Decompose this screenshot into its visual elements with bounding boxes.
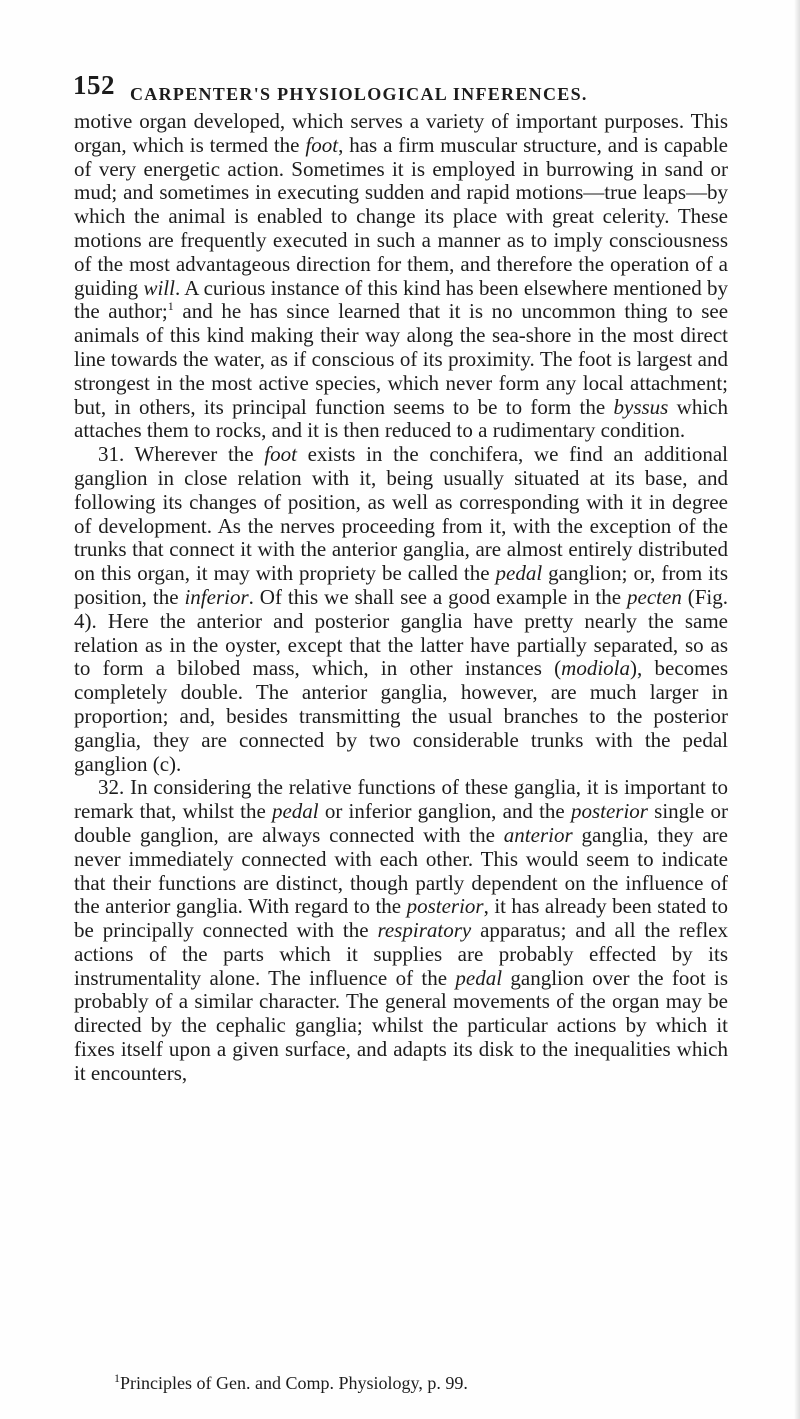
page-number: 152	[73, 70, 115, 100]
italic-term: posterior	[570, 799, 648, 824]
paragraph-1	[74, 110, 728, 443]
page-header	[73, 70, 733, 110]
italic-term: pecten	[627, 584, 682, 609]
text-run: (Fig. 4). Here the anterior and posterior ganglia have pretty nearly the same relation as in the oyster, except that the latter have partially separated, so as to form a bilobed mass, which, in other instances (	[74, 584, 728, 681]
italic-term: anterior	[503, 822, 573, 847]
text-run: apparatus; and all the reflex actions of the parts which it supplies are probably effected by its instrumentality alone. The influence of the	[74, 918, 728, 990]
text-run: 32. In considering the relative functions of these ganglia, it is important to remark that, whilst the	[74, 775, 728, 824]
text-run: or inferior ganglion, and the	[318, 799, 571, 824]
italic-term: inferior	[184, 584, 249, 609]
running-head: CARPENTER'S PHYSIOLOGICAL INFERENCES.	[130, 84, 588, 104]
text-run: . Of this we shall see a good example in the	[248, 584, 628, 609]
text-run: . A curious instance of this kind has been elsewhere mentioned by the author;	[74, 275, 728, 324]
footnote-reference: 1	[167, 299, 174, 314]
text-run: ganglion over the foot is probably of a similar character. The general movements of the organ may be directed by the cephalic ganglia; whilst the particular actions by which it fixes itself upon a given surface, and adapts its disk to the inequalities which it encounters,	[74, 965, 729, 1085]
page-edge-shadow	[794, 0, 800, 1419]
italic-term: foot	[305, 132, 339, 157]
italic-term: respiratory	[377, 918, 472, 943]
body-text	[74, 110, 728, 1086]
text-run: 31. Wherever the	[98, 442, 265, 467]
italic-term: modiola	[561, 656, 631, 681]
text-run: ), becomes completely double. The anterior ganglia, however, are much larger in proportion; and, besides transmitting the usual branches to the posterior ganglia, they are connected by two considerable trunks with the pedal ganglion (c).	[74, 656, 728, 776]
text-run: exists in the conchifera, we find an additional ganglion in close relation with it, being usually situated at its base, and following its changes of position, as well as corresponding with it in degree of development. As the nerves proceeding from it, with the exception of the trunks that connect it with the anterior ganglia, are almost entirely distributed on this organ, it may with propriety be called the	[74, 442, 729, 586]
italic-term: foot	[264, 442, 297, 467]
text-run: motive organ developed, which serves a variety of important purposes. This organ, which is termed the	[74, 109, 728, 157]
text-run: single or double ganglion, are always connected with the	[74, 799, 729, 847]
italic-term: will	[143, 275, 175, 300]
text-run: ganglion; or, from its position, the	[74, 561, 728, 609]
footnote-mark: 1	[114, 1371, 120, 1385]
text-run: and he has since learned that it is no uncommon thing to see animals of this kind making their way along the sea-shore in the most direct line towards the water, as if conscious of its proximity. The foot is largest and strongest in the most active species, which never form any local attachment; but, in others, its principal function seems to be to form the	[74, 299, 729, 419]
paragraph-32	[74, 776, 728, 1085]
text-run: ganglia, they are never immediately connected with each other. This would seem to indicate that their functions are distinct, though partly dependent on the influence of the anterior ganglia. With regard to the	[74, 822, 728, 919]
italic-term: byssus	[613, 394, 669, 419]
italic-term: pedal	[495, 561, 543, 586]
footnote	[114, 1373, 734, 1394]
footnote-text: Principles of Gen. and Comp. Physiology, p. 99.	[120, 1373, 468, 1393]
italic-term: pedal	[455, 965, 503, 990]
text-run: which attaches them to rocks, and it is then reduced to a rudimentary condition.	[74, 394, 728, 443]
text-run: , has a firm muscular structure, and is capable of very energetic action. Sometimes it is employed in burrowing in sand or mud; and sometimes in executing sudden and rapid motions—true leaps—by which the animal is enabled to change its place with great celerity. These motions are frequently executed in such a manner as to imply consciousness of the most advantageous direction for them, and therefore the operation of a guiding	[74, 132, 728, 300]
italic-term: posterior	[406, 894, 484, 919]
paragraph-31	[74, 443, 728, 776]
text-run: , it has already been stated to be principally connected with the	[74, 894, 728, 943]
italic-term: pedal	[271, 799, 319, 824]
